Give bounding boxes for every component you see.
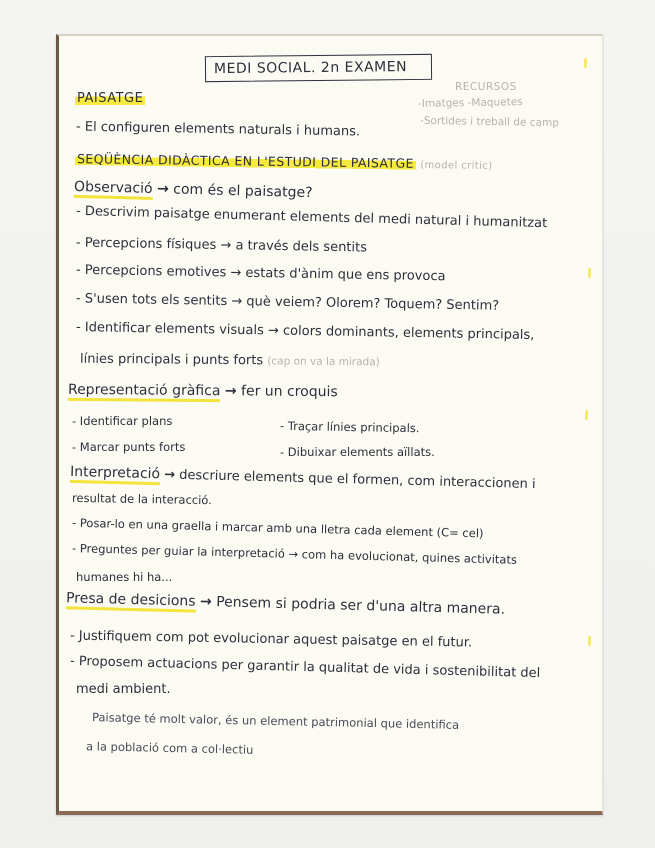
- presa-term: Presa de desicions: [66, 590, 196, 612]
- title-box: [205, 54, 432, 82]
- representacio-line: Representació gràfica → fer un croquis: [67, 381, 338, 401]
- representacio-term: Representació gràfica: [68, 382, 221, 402]
- observacio-term: Observació: [74, 179, 153, 200]
- representacio-item-2: - Traçar línies principals.: [279, 418, 420, 436]
- recursos-heading: RECURSOS: [455, 81, 517, 93]
- observacio-question: com és el paisatge?: [173, 181, 313, 202]
- margin-mark: [584, 58, 587, 68]
- margin-mark: [585, 410, 588, 420]
- sequencia-note: (model crític): [420, 159, 493, 172]
- margin-mark: [588, 268, 591, 278]
- observacio-line-5: - Identificar elements visuals → colors dominants, elements principals,: [75, 320, 535, 343]
- observacio-grey-note: (cap on va la mirada): [267, 355, 380, 369]
- interpretacio-sub-2: - Preguntes per guiar la interpretació → com ha evolucionat, quines activitats: [71, 541, 518, 567]
- recursos-line-1: -Imatges -Maquetes: [417, 96, 523, 110]
- margin-mark: [588, 636, 591, 646]
- observacio-line-3: - Percepcions emotives → estats d'ànim que ens provoca: [75, 262, 446, 285]
- interpretacio-term: Interpretació: [70, 464, 160, 485]
- interpretacio-sub-2b: humanes hi ha...: [76, 570, 173, 584]
- presa-line-3: medi ambient.: [76, 682, 171, 697]
- paisatge-definition: - El configuren elements naturals i humans.: [75, 119, 361, 140]
- observacio-line-6: línies principals i punts forts (cap on va la mirada): [79, 351, 380, 369]
- observacio-line: Observació → com és el paisatge?: [73, 178, 313, 202]
- representacio-item-1: - Identificar plans: [72, 414, 173, 428]
- presa-line-1: - Justifiquem com pot evolucionar aquest paisatge en el futur.: [69, 628, 473, 651]
- interpretacio-sub-1: - Posar-lo en una graella i marcar amb una lletra cada element (C= cel): [71, 515, 484, 541]
- representacio-item-3: - Marcar punts forts: [72, 440, 186, 454]
- observacio-line-2: - Percepcions físiques → a través dels sentits: [75, 235, 368, 256]
- interpretacio-line: Interpretació → descriure elements que el formen, com interaccionen i: [69, 463, 536, 493]
- sequencia-heading: SEQÜÈNCIA DIDÀCTICA EN L'ESTUDI DEL PAISATGE (model crític): [76, 151, 493, 172]
- page-title: MEDI SOCIAL. 2n EXAMEN: [213, 59, 408, 78]
- conclusion-line-2: a la població com a col·lectiu: [85, 739, 254, 757]
- conclusion-line-1: Paisatge té molt valor, és un element patrimonial que identifica: [91, 710, 460, 732]
- observacio-line-1: - Descrivim paisatge enumerant elements del medi natural i humanitzat: [75, 203, 548, 232]
- observacio-line-4: - S'usen tots els sentits → què veiem? Olorem? Toquem? Sentim?: [75, 291, 500, 314]
- interpretacio-line-2: resultat de la interacció.: [71, 490, 212, 508]
- representacio-item-4: - Dibuixar elements aïllats.: [280, 445, 435, 459]
- paisatge-heading: PAISATGE: [77, 91, 144, 106]
- recursos-line-2: -Sortides i treball de camp: [419, 114, 560, 130]
- presa-line: Presa de desicions → Pensem si podria ser d'una altra manera.: [65, 590, 506, 618]
- presa-line-2: - Proposem actuacions per garantir la qualitat de vida i sostenibilitat del: [69, 653, 541, 682]
